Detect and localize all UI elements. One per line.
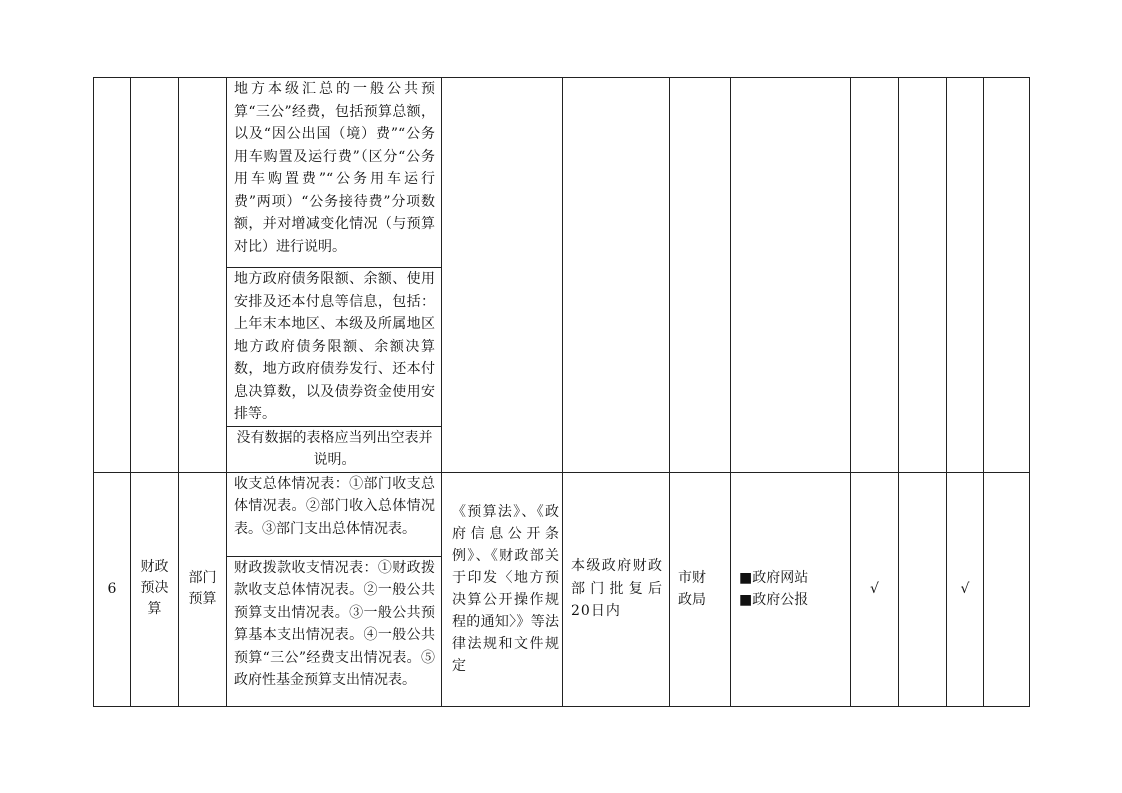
time-limit-text: 本级政府财政部门批复后20日内 (571, 558, 663, 620)
content-cell (227, 78, 442, 268)
content-cell (227, 426, 442, 472)
check-mark: √ (960, 580, 970, 597)
content-cell (227, 268, 442, 427)
channel-cell (731, 472, 851, 706)
basis-cell (442, 78, 563, 473)
category-cell (131, 78, 179, 473)
channel-item: ■政府公报 (739, 592, 809, 608)
category-cell (131, 472, 179, 706)
disclosure-table (93, 77, 1030, 707)
department-cell (670, 78, 731, 473)
subcategory-cell (179, 472, 227, 706)
check-mark: √ (870, 580, 879, 597)
basis-cell (442, 472, 563, 706)
table-row (94, 472, 1030, 556)
content-text: 没有数据的表格应当列出空表并说明。 (236, 429, 433, 468)
time-limit-cell (563, 78, 670, 473)
time-limit-cell (563, 472, 670, 706)
table-row (94, 78, 1030, 268)
content-text: 地方本级汇总的一般公共预算“三公”经费，包括预算总额，以及“因公出国（境）费”“公务用车购置及运行费”（区分“公务用车购置费”“公务用车运行费”两项）“公务接待费”分项数额，并对增减变化情况（与预算对比）进行说明。 (234, 81, 435, 255)
content-text: 地方政府债务限额、余额、使用安排及还本付息等信息，包括：上年末本地区、本级及所属地区地方政府债务限额、余额决算数，地方政府债券发行、还本付息决算数，以及债券资金使用安排等。 (234, 271, 435, 422)
content-cell (227, 472, 442, 556)
number-cell (94, 472, 131, 706)
content-text: 收支总体情况表：①部门收支总体情况表。②部门收入总体情况表。③部门支出总体情况表。 (234, 475, 435, 537)
check-cell (851, 78, 899, 473)
basis-text: 《预算法》、《政府信息公开条例》、《财政部关于印发〈地方预决算公开操作规程的通知〉》等法律法规和文件规定 (452, 504, 559, 674)
check-cell (947, 78, 984, 473)
number-cell (94, 78, 131, 473)
content-cell (227, 556, 442, 706)
check-cell (899, 78, 947, 473)
check-cell (984, 472, 1030, 706)
department-text: 市财政局 (678, 569, 706, 608)
department-cell (670, 472, 731, 706)
content-text: 财政拨款收支情况表：①财政拨款收支总体情况表。②一般公共预算支出情况表。③一般公共预算基本支出情况表。④一般公共预算“三公”经费支出情况表。⑤政府性基金预算支出情况表。 (234, 559, 435, 688)
channel-item: ■政府网站 (739, 570, 809, 586)
check-cell (899, 472, 947, 706)
category-text: 财政预决算 (140, 559, 169, 618)
check-cell (851, 472, 899, 706)
check-cell (984, 78, 1030, 473)
subcategory-cell (179, 78, 227, 473)
row-number: 6 (107, 580, 117, 597)
subcategory-text: 部门预算 (188, 569, 217, 607)
check-cell (947, 472, 984, 706)
channel-cell (731, 78, 851, 473)
